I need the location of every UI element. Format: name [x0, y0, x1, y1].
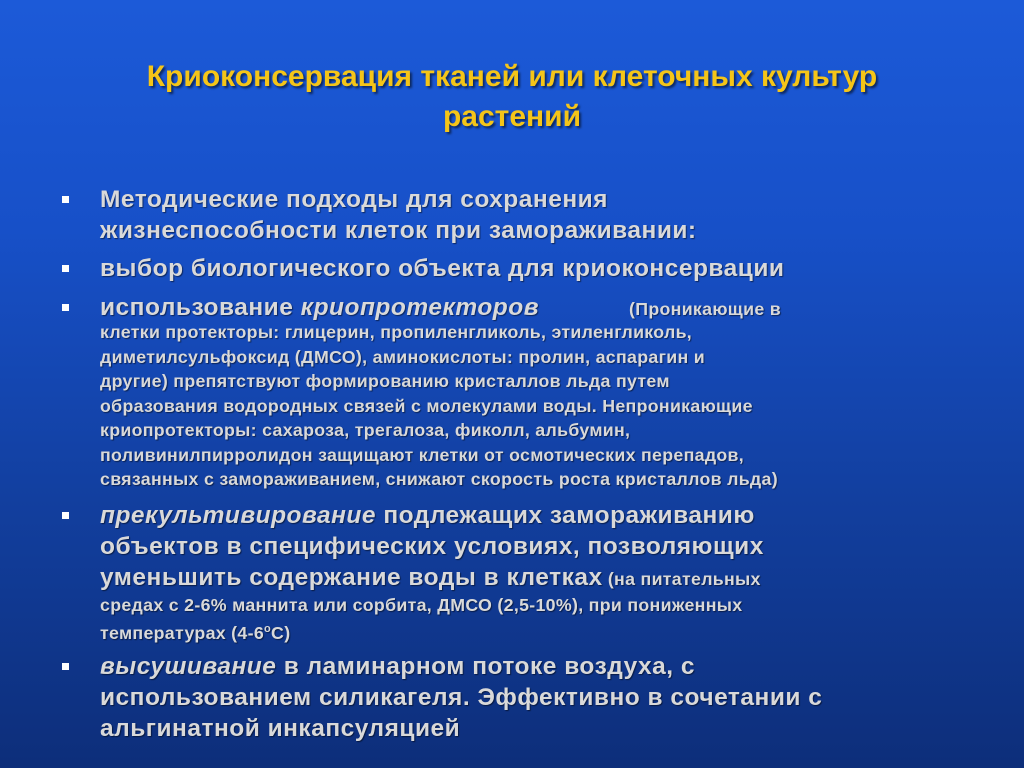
slide-title-line-2: растений	[442, 100, 582, 133]
item-2-text: выбор биологического объекта для криоконсервации	[100, 255, 785, 282]
list-item	[62, 253, 982, 284]
slide-title	[60, 57, 964, 137]
list-item	[62, 651, 982, 744]
bullet-list	[62, 184, 982, 744]
item-4-emphasis: прекультивирование	[100, 501, 377, 529]
item-4-line-3: уменьшить содержание воды в клетках	[100, 563, 603, 591]
item-4-rest: подлежащих замораживанию	[376, 501, 755, 529]
bullet-square-icon	[62, 265, 69, 272]
item-4-line-5-post: С)	[271, 622, 291, 643]
list-item	[62, 292, 982, 492]
item-4-line-4: средах с 2-6% маннита или сорбита, ДМСО (2,5-10%), при пониженных	[100, 594, 743, 615]
item-4-line-5-sup: о	[264, 623, 272, 635]
item-5-emphasis: высушивание	[100, 653, 277, 681]
list-item	[62, 500, 982, 646]
item-3-line-3: диметилсульфоксид (ДМСО), аминокислоты: пролин, аспарагин и	[100, 346, 706, 367]
item-3-line-6: криопротекторы: сахароза, трегалоза, фиколл, альбумин,	[100, 420, 631, 440]
item-3-line-8: связанных с замораживанием, снижают скорость роста кристаллов льда)	[100, 469, 778, 489]
item-1-line-2: жизнеспособности клеток при замораживании:	[100, 217, 697, 244]
bullet-square-icon	[62, 663, 69, 670]
item-4-line-3-note: (на питательных	[602, 568, 761, 589]
item-4-line-5-pre: температурах (4-6	[100, 622, 265, 643]
item-3-prefix: использование	[100, 294, 301, 321]
bullet-square-icon	[62, 512, 69, 519]
item-3-line-5: образования водородных связей с молекулами воды. Непроникающие	[100, 395, 753, 416]
item-4-line-2: объектов в специфических условиях, позволяющих	[100, 532, 764, 560]
item-3-line-2: клетки протекторы: глицерин, пропиленгликоль, этиленгликоль,	[100, 322, 693, 342]
item-5-line-2: использованием силикагеля. Эффективно в сочетании с	[100, 684, 823, 712]
item-5-line-3: альгинатной инкапсуляцией	[100, 715, 461, 743]
item-3-line-4: другие) препятствуют формированию кристаллов льда путем	[100, 371, 670, 391]
item-5-rest: в ламинарном потоке воздуха, с	[276, 653, 696, 681]
item-3-note-start: (Проникающие в	[629, 299, 781, 319]
item-1-line-1: Методические подходы для сохранения	[100, 186, 608, 213]
list-item	[62, 184, 982, 246]
item-3-emphasis: криопротекторов	[300, 294, 540, 321]
bullet-square-icon	[62, 196, 69, 203]
slide-title-line-1: Криоконсервация тканей или клеточных культур	[146, 60, 878, 93]
item-3-line-7: поливинилпирролидон защищают клетки от осмотических перепадов,	[100, 444, 745, 465]
bullet-square-icon	[62, 304, 69, 311]
